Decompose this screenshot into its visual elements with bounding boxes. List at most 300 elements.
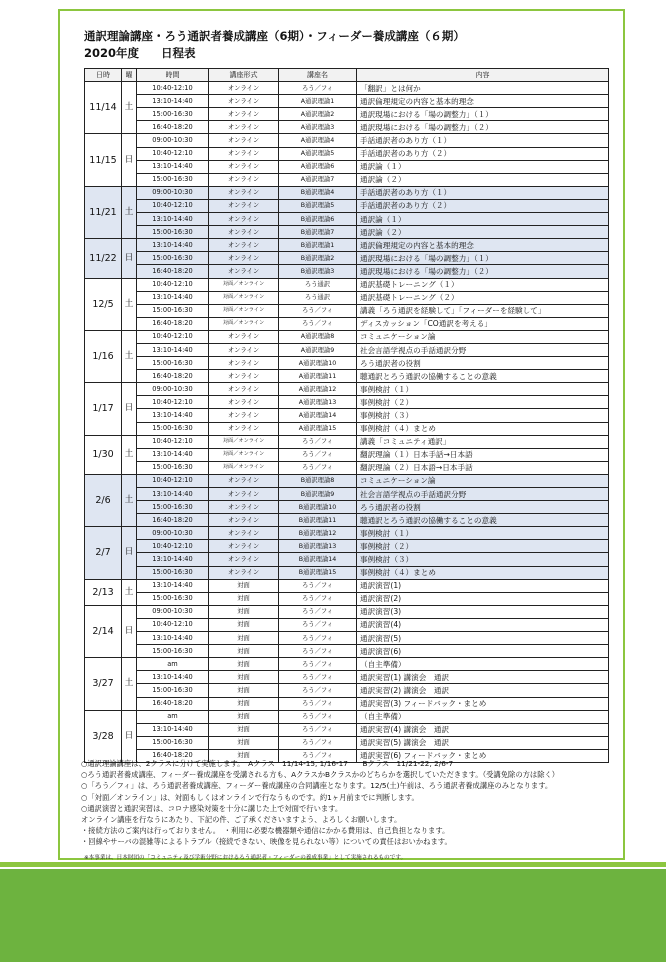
weekday-cell: 土 (122, 579, 137, 605)
format-cell: 対面 (209, 684, 279, 697)
format-cell: オンライン (209, 147, 279, 160)
course-cell: A通訳理論6 (279, 160, 357, 173)
content-cell: コミュニケーション論 (357, 474, 609, 487)
format-cell: オンライン (209, 226, 279, 239)
table-row (85, 199, 609, 212)
format-cell: オンライン (209, 422, 279, 435)
time-cell: 15:00-16:30 (137, 501, 209, 514)
content-cell: 通訳倫理規定の内容と基本的理念 (357, 95, 609, 108)
content-cell: 手話通訳者のあり方（２） (357, 147, 609, 160)
time-cell: 13:10-14:40 (137, 671, 209, 684)
course-cell: ろう／フィ (279, 684, 357, 697)
time-cell: 15:00-16:30 (137, 736, 209, 749)
content-cell: ディスカッション「CO通訳を考える」 (357, 317, 609, 330)
content-cell: 事例検討（３） (357, 409, 609, 422)
table-row (85, 684, 609, 697)
table-row (85, 527, 609, 540)
format-cell: オンライン (209, 186, 279, 199)
time-cell: 15:00-16:30 (137, 645, 209, 658)
notes (81, 758, 621, 848)
format-cell: オンライン (209, 265, 279, 278)
format-cell: 対面 (209, 710, 279, 723)
table-row (85, 186, 609, 199)
format-cell: 対面 (209, 697, 279, 710)
course-cell: B通訳理論10 (279, 501, 357, 514)
course-cell: ろう／フィ (279, 645, 357, 658)
table-row (85, 435, 609, 448)
course-cell: A通訳理論12 (279, 383, 357, 396)
format-cell: オンライン (209, 134, 279, 147)
table-row (85, 291, 609, 304)
table-row (85, 343, 609, 356)
format-cell: オンライン (209, 409, 279, 422)
time-cell: 13:10-14:40 (137, 213, 209, 226)
format-cell: 対面 (209, 671, 279, 684)
table-row (85, 108, 609, 121)
weekday-cell: 土 (122, 278, 137, 330)
course-cell: ろう／フィ (279, 579, 357, 592)
weekday-cell: 日 (122, 134, 137, 186)
format-cell: オンライン (209, 527, 279, 540)
format-cell: 対面 (209, 723, 279, 736)
time-cell: 15:00-16:30 (137, 108, 209, 121)
content-cell: ろう通訳者の役割 (357, 501, 609, 514)
course-cell: A通訳理論8 (279, 330, 357, 343)
table-row (85, 605, 609, 618)
course-cell: B通訳理論14 (279, 553, 357, 566)
content-cell: 通訳現場における「場の調整力」（２） (357, 265, 609, 278)
title-schedule: 日程表 (161, 46, 196, 60)
course-cell: B通訳理論9 (279, 488, 357, 501)
time-cell: 10:40-12:10 (137, 199, 209, 212)
course-cell: ろう／フィ (279, 697, 357, 710)
format-cell: 対面 (209, 579, 279, 592)
content-cell: 事例検討（２） (357, 540, 609, 553)
weekday-cell: 土 (122, 658, 137, 710)
content-cell: 通訳論（２） (357, 173, 609, 186)
course-cell: ろう通訳 (279, 278, 357, 291)
weekday-cell: 日 (122, 383, 137, 435)
time-cell: 09:00-10:30 (137, 186, 209, 199)
content-cell: 翻訳理論（１）日本手話→日本語 (357, 448, 609, 461)
content-cell: （自主準備） (357, 658, 609, 671)
format-cell: 対面／オンライン (209, 461, 279, 474)
table-row (85, 226, 609, 239)
schedule-table (84, 68, 609, 763)
weekday-cell: 日 (122, 239, 137, 278)
format-cell: オンライン (209, 514, 279, 527)
time-cell: 10:40-12:10 (137, 474, 209, 487)
date-cell: 11/15 (85, 134, 122, 186)
course-cell: A通訳理論4 (279, 134, 357, 147)
table-row (85, 173, 609, 186)
table-row (85, 134, 609, 147)
time-cell: 10:40-12:10 (137, 540, 209, 553)
header-dow: 曜 (122, 69, 137, 82)
content-cell: 社会言語学視点の手話通訳分野 (357, 488, 609, 501)
date-cell: 3/28 (85, 710, 122, 762)
time-cell: 10:40-12:10 (137, 82, 209, 95)
date-cell: 3/27 (85, 658, 122, 710)
course-cell: B通訳理論4 (279, 186, 357, 199)
format-cell: オンライン (209, 501, 279, 514)
table-row (85, 618, 609, 631)
table-row (85, 461, 609, 474)
course-cell: A通訳理論14 (279, 409, 357, 422)
course-cell: A通訳理論10 (279, 357, 357, 370)
table-row (85, 488, 609, 501)
table-row (85, 409, 609, 422)
content-cell: 通訳演習(2) (357, 592, 609, 605)
content-cell: 通訳論（２） (357, 226, 609, 239)
table-row (85, 317, 609, 330)
table-row (85, 553, 609, 566)
note-line: オンライン講座を行なうにあたり、下記の件、ご了承くださいますよう、よろしくお願いします。 (81, 815, 402, 825)
note-line: ○通訳理論講座は、2クラスに分けて実施します。 Aクラス 11/14-15, 1/16-17 Bクラス 11/21-22, 2/6-7 (81, 759, 454, 768)
time-cell: 13:10-14:40 (137, 343, 209, 356)
table-row (85, 82, 609, 95)
date-cell: 1/17 (85, 383, 122, 435)
table-row (85, 252, 609, 265)
course-cell: A通訳理論7 (279, 173, 357, 186)
table-row (85, 579, 609, 592)
weekday-cell: 日 (122, 710, 137, 762)
title-year: 2020年度 (84, 46, 140, 60)
course-cell: ろう／フィ (279, 749, 357, 762)
format-cell: オンライン (209, 160, 279, 173)
content-cell: 事例検討（３） (357, 553, 609, 566)
content-cell: コミュニケーション論 (357, 330, 609, 343)
time-cell: 16:40-18:20 (137, 697, 209, 710)
course-cell: ろう／フィ (279, 448, 357, 461)
format-cell: オンライン (209, 370, 279, 383)
time-cell: 09:00-10:30 (137, 383, 209, 396)
course-cell: ろう／フィ (279, 658, 357, 671)
content-cell: 通訳現場における「場の調整力」（１） (357, 108, 609, 121)
time-cell: 15:00-16:30 (137, 173, 209, 186)
course-cell: ろう／フィ (279, 736, 357, 749)
content-cell: （自主準備） (357, 710, 609, 723)
course-cell: A通訳理論3 (279, 121, 357, 134)
time-cell: 15:00-16:30 (137, 252, 209, 265)
table-row (85, 723, 609, 736)
content-cell: 手話通訳者のあり方（２） (357, 199, 609, 212)
content-cell: 通訳演習(6) (357, 645, 609, 658)
course-cell: ろう通訳 (279, 291, 357, 304)
content-cell: 講義「ろう通訳を経験して」「フィーダーを経験して」 (357, 304, 609, 317)
weekday-cell: 土 (122, 186, 137, 238)
content-cell: 通訳現場における「場の調整力」（１） (357, 252, 609, 265)
format-cell: 対面 (209, 658, 279, 671)
weekday-cell: 土 (122, 474, 137, 526)
format-cell: オンライン (209, 121, 279, 134)
format-cell: 対面 (209, 736, 279, 749)
time-cell: 10:40-12:10 (137, 330, 209, 343)
header-format: 講座形式 (209, 69, 279, 82)
content-cell: 通訳実習(6) フィードバック・まとめ (357, 749, 609, 762)
time-cell: 16:40-18:20 (137, 265, 209, 278)
content-cell: 通訳論（１） (357, 160, 609, 173)
time-cell: 10:40-12:10 (137, 147, 209, 160)
format-cell: 対面 (209, 749, 279, 762)
header-time: 時間 (137, 69, 209, 82)
content-cell: 聴通訳とろう通訳の協働することの意義 (357, 514, 609, 527)
course-cell: B通訳理論12 (279, 527, 357, 540)
time-cell: 13:10-14:40 (137, 409, 209, 422)
weekday-cell: 日 (122, 605, 137, 657)
table-row (85, 540, 609, 553)
bottom-band (0, 869, 666, 962)
format-cell: オンライン (209, 108, 279, 121)
weekday-cell: 土 (122, 435, 137, 474)
footnote: ※本事業は、日本財団の「コミュニティ及び学術分野におけるろう通訳者・フィーダーの養成事業」として実施されるものです。 (84, 855, 407, 861)
header-content: 内容 (357, 69, 609, 82)
date-cell: 11/14 (85, 82, 122, 134)
table-row (85, 383, 609, 396)
time-cell: 15:00-16:30 (137, 422, 209, 435)
course-cell: B通訳理論1 (279, 239, 357, 252)
course-cell: B通訳理論8 (279, 474, 357, 487)
time-cell: 13:10-14:40 (137, 723, 209, 736)
course-cell: ろう／フィ (279, 435, 357, 448)
course-cell: ろう／フィ (279, 671, 357, 684)
time-cell: 16:40-18:20 (137, 514, 209, 527)
content-cell: 「翻訳」とは何か (357, 82, 609, 95)
header-date: 日時 (85, 69, 122, 82)
content-cell: 通訳実習(5) 講演会 通訳 (357, 736, 609, 749)
content-cell: 社会言語学視点の手話通訳分野 (357, 343, 609, 356)
course-cell: ろう／フィ (279, 592, 357, 605)
bottom-stripe (0, 862, 666, 867)
table-row (85, 658, 609, 671)
time-cell: 13:10-14:40 (137, 632, 209, 645)
note-line: ・接続方法のご案内は行っておりません。 ・利用に必要な機器類や通信にかかる費用は、自己負担となります。 (81, 826, 450, 836)
content-cell: 通訳実習(2) 講演会 通訳 (357, 684, 609, 697)
table-row (85, 95, 609, 108)
course-cell: A通訳理論1 (279, 95, 357, 108)
table-row (85, 304, 609, 317)
time-cell: 13:10-14:40 (137, 488, 209, 501)
format-cell: 対面／オンライン (209, 304, 279, 317)
course-cell: A通訳理論13 (279, 396, 357, 409)
content-cell: 通訳演習(4) (357, 618, 609, 631)
course-cell: ろう／フィ (279, 461, 357, 474)
format-cell: オンライン (209, 357, 279, 370)
content-cell: 事例検討（１） (357, 383, 609, 396)
table-row (85, 239, 609, 252)
format-cell: オンライン (209, 330, 279, 343)
course-cell: ろう／フィ (279, 317, 357, 330)
time-cell: 09:00-10:30 (137, 605, 209, 618)
format-cell: オンライン (209, 383, 279, 396)
table-row (85, 370, 609, 383)
format-cell: オンライン (209, 396, 279, 409)
time-cell: 15:00-16:30 (137, 592, 209, 605)
date-cell: 11/21 (85, 186, 122, 238)
format-cell: 対面 (209, 618, 279, 631)
course-cell: B通訳理論3 (279, 265, 357, 278)
format-cell: オンライン (209, 252, 279, 265)
note-line: ○ろう通訳者養成講座、フィーダー養成講座を受講される方も、AクラスかBクラスかのどちらかを選択していただきます。（受講免除の方は除く） (81, 770, 560, 780)
content-cell: 通訳現場における「場の調整力」（２） (357, 121, 609, 134)
time-cell: 10:40-12:10 (137, 618, 209, 631)
content-cell: 事例検討（１） (357, 527, 609, 540)
time-cell: 10:40-12:10 (137, 396, 209, 409)
format-cell: 対面／オンライン (209, 291, 279, 304)
date-cell: 2/14 (85, 605, 122, 657)
table-row (85, 632, 609, 645)
format-cell: オンライン (209, 239, 279, 252)
time-cell: 13:10-14:40 (137, 291, 209, 304)
table-row (85, 736, 609, 749)
format-cell: 対面 (209, 605, 279, 618)
time-cell: am (137, 658, 209, 671)
content-cell: 事例検討（４）まとめ (357, 566, 609, 579)
course-cell: ろう／フィ (279, 723, 357, 736)
format-cell: オンライン (209, 488, 279, 501)
time-cell: 16:40-18:20 (137, 121, 209, 134)
format-cell: オンライン (209, 553, 279, 566)
format-cell: 対面／オンライン (209, 448, 279, 461)
course-cell: ろう／フィ (279, 632, 357, 645)
content-cell: 講義「コミュニティ通訳」 (357, 435, 609, 448)
table-row (85, 422, 609, 435)
time-cell: 15:00-16:30 (137, 461, 209, 474)
time-cell: 15:00-16:30 (137, 566, 209, 579)
content-cell: 通訳実習(4) 講演会 通訳 (357, 723, 609, 736)
course-cell: B通訳理論5 (279, 199, 357, 212)
content-cell: ろう通訳者の役割 (357, 357, 609, 370)
note-line: ・回線やサーバの混雑等によるトラブル（接続できない、映像を見られない等）についての責任はおいかねます。 (81, 837, 452, 847)
format-cell: 対面 (209, 592, 279, 605)
table-row (85, 213, 609, 226)
time-cell: am (137, 710, 209, 723)
date-cell: 1/30 (85, 435, 122, 474)
format-cell: 対面 (209, 632, 279, 645)
course-cell: B通訳理論13 (279, 540, 357, 553)
course-cell: A通訳理論5 (279, 147, 357, 160)
format-cell: オンライン (209, 82, 279, 95)
weekday-cell: 土 (122, 330, 137, 382)
table-row (85, 396, 609, 409)
format-cell: 対面／オンライン (209, 278, 279, 291)
format-cell: オンライン (209, 199, 279, 212)
course-cell: A通訳理論9 (279, 343, 357, 356)
table-row (85, 278, 609, 291)
content-cell: 手話通訳者のあり方（１） (357, 186, 609, 199)
content-cell: 通訳論（１） (357, 213, 609, 226)
format-cell: 対面 (209, 645, 279, 658)
content-cell: 通訳演習(5) (357, 632, 609, 645)
course-cell: A通訳理論2 (279, 108, 357, 121)
format-cell: オンライン (209, 173, 279, 186)
note-line: ○「ろう／フィ」は、ろう通訳者養成講座、フィーダー養成講座の合同講座となります。12/5(土)午前は、ろう通訳者養成講座のみとなります。 (81, 781, 553, 791)
time-cell: 13:10-14:40 (137, 448, 209, 461)
time-cell: 15:00-16:30 (137, 304, 209, 317)
time-cell: 13:10-14:40 (137, 239, 209, 252)
content-cell: 事例検討（４）まとめ (357, 422, 609, 435)
time-cell: 09:00-10:30 (137, 134, 209, 147)
course-cell: ろう／フィ (279, 605, 357, 618)
course-cell: ろう／フィ (279, 82, 357, 95)
format-cell: 対面／オンライン (209, 435, 279, 448)
course-cell: ろう／フィ (279, 618, 357, 631)
table-row (85, 645, 609, 658)
table-row (85, 448, 609, 461)
time-cell: 15:00-16:30 (137, 357, 209, 370)
course-cell: ろう／フィ (279, 304, 357, 317)
content-cell: 通訳演習(3) (357, 605, 609, 618)
date-cell: 11/22 (85, 239, 122, 278)
page-title: 通訳理論講座・ろう通訳者養成講座（6期）・フィーダー養成講座（６期） (84, 29, 465, 43)
page-subtitle (84, 45, 196, 61)
table-row (85, 265, 609, 278)
content-cell: 聴通訳とろう通訳の協働することの意義 (357, 370, 609, 383)
time-cell: 15:00-16:30 (137, 226, 209, 239)
note-line: ○「対面／オンライン」は、対面もしくはオンラインで行なうものです。約1ヶ月前までに判断します。 (81, 792, 419, 802)
weekday-cell: 土 (122, 82, 137, 134)
content-cell: 翻訳理論（２）日本語→日本手話 (357, 461, 609, 474)
table-row (85, 330, 609, 343)
table-row (85, 514, 609, 527)
table-row (85, 474, 609, 487)
format-cell: オンライン (209, 566, 279, 579)
time-cell: 09:00-10:30 (137, 527, 209, 540)
course-cell: ろう／フィ (279, 710, 357, 723)
content-cell: 通訳演習(1) (357, 579, 609, 592)
format-cell: オンライン (209, 343, 279, 356)
header-course: 講座名 (279, 69, 357, 82)
table-row (85, 160, 609, 173)
course-cell: B通訳理論15 (279, 566, 357, 579)
table-row (85, 147, 609, 160)
table-row (85, 697, 609, 710)
date-cell: 2/13 (85, 579, 122, 605)
course-cell: B通訳理論7 (279, 226, 357, 239)
time-cell: 16:40-18:20 (137, 317, 209, 330)
table-row (85, 357, 609, 370)
time-cell: 16:40-18:20 (137, 370, 209, 383)
table-header-row (85, 69, 609, 82)
content-cell: 通訳基礎トレーニング（１） (357, 278, 609, 291)
table-row (85, 501, 609, 514)
content-cell: 通訳実習(3) フィードバック・まとめ (357, 697, 609, 710)
content-cell: 通訳倫理規定の内容と基本的理念 (357, 239, 609, 252)
time-cell: 15:00-16:30 (137, 684, 209, 697)
time-cell: 13:10-14:40 (137, 95, 209, 108)
schedule-body (85, 82, 609, 763)
course-cell: B通訳理論6 (279, 213, 357, 226)
table-row (85, 592, 609, 605)
date-cell: 2/6 (85, 474, 122, 526)
note-line: ○通訳演習と通訳実習は、コロナ感染対策を十分に講じた上で対面で行います。 (81, 803, 343, 813)
format-cell: オンライン (209, 474, 279, 487)
time-cell: 13:10-14:40 (137, 160, 209, 173)
content-cell: 通訳実習(1) 講演会 通訳 (357, 671, 609, 684)
table-row (85, 121, 609, 134)
date-cell: 2/7 (85, 527, 122, 579)
content-cell: 手話通訳者のあり方（１） (357, 134, 609, 147)
time-cell: 13:10-14:40 (137, 579, 209, 592)
time-cell: 10:40-12:10 (137, 435, 209, 448)
course-cell: B通訳理論11 (279, 514, 357, 527)
table-row (85, 566, 609, 579)
content-cell: 事例検討（２） (357, 396, 609, 409)
course-cell: A通訳理論11 (279, 370, 357, 383)
time-cell: 13:10-14:40 (137, 553, 209, 566)
time-cell: 10:40-12:10 (137, 278, 209, 291)
format-cell: オンライン (209, 213, 279, 226)
